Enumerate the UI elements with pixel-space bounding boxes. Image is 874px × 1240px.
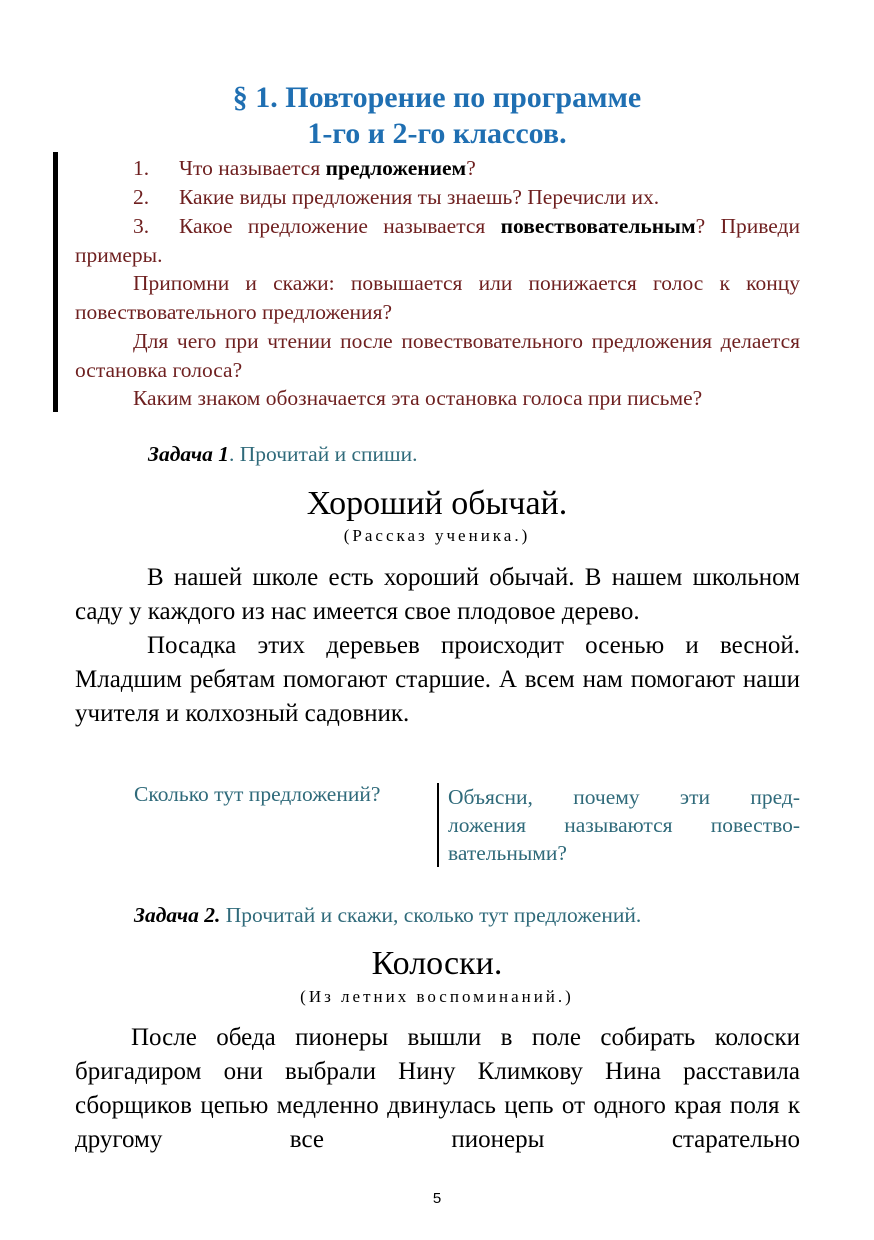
page-number: 5 — [432, 1190, 442, 1207]
section-title-line2: 1-го и 2-го классов. — [307, 117, 567, 150]
question-3 — [75, 212, 800, 270]
question-4: Припомни и скажи: повышается или понижается голос к концу повествовательного предложения? — [75, 271, 800, 324]
right-question-line-2: ложения называются повество- — [448, 813, 800, 837]
task-1-instruction: . Прочитай и спиши. — [228, 442, 418, 466]
story-1-text — [75, 561, 800, 731]
task-1-label: Задача 1 — [148, 442, 229, 466]
question-3-pre: Какое предложение называется — [179, 214, 501, 238]
task-1-heading — [148, 440, 417, 468]
story-2-text — [75, 1021, 800, 1157]
task-2-heading — [134, 901, 641, 929]
story-2-subtitle: (Из летних воспоминаний.) — [300, 987, 574, 1006]
question-divider — [437, 783, 439, 867]
story-2-paragraph: После обеда пионеры вышли в поле собирать колоски бригадиром они выбрали Нину Климкову Нина расставила сборщиков цепью медленно двинулась цепь от одного края поля к другому все пионеры старательно — [75, 1024, 800, 1153]
story-2-title: Колоски. — [371, 945, 503, 982]
question-block-bar — [53, 152, 58, 412]
question-6: Каким знаком обозначается эта остановка голоса при письме? — [133, 386, 703, 410]
question-1-number: 1. — [133, 156, 150, 180]
question-2-number: 2. — [133, 185, 150, 209]
question-3-number: 3. — [133, 214, 150, 238]
story-1-subtitle: (Рассказ ученика.) — [343, 526, 531, 545]
question-5: Для чего при чтении после повествовательного предложения делается остановка голоса? — [75, 329, 800, 382]
task-2-label: Задача 2. — [134, 903, 221, 927]
story-1-paragraph-2: Посадка этих деревьев происходит осенью и весной. Младшим ребятам помогают старшие. А всем нам помогают наши учителя и колхозный садовник. — [75, 632, 800, 727]
question-1-pre: Что называется — [179, 156, 326, 180]
question-2-text: Какие виды предложения ты знаешь? Перечисли их. — [179, 185, 660, 209]
left-question: Сколько тут предложений? — [134, 782, 381, 806]
question-1-post: ? — [466, 156, 476, 180]
right-question-line-3: вательными? — [448, 841, 567, 865]
question-3-post: ? Приведи примеры. — [75, 214, 800, 267]
question-1 — [75, 154, 800, 183]
section-title-line1: § 1. Повторение по программе — [232, 81, 642, 114]
question-1-bold: предложением — [325, 156, 467, 180]
question-2 — [75, 183, 800, 212]
story-1-paragraph-1: В нашей школе есть хороший обычай. В нашем школьном саду у каждого из нас имеется свое плодовое дерево. — [75, 564, 800, 625]
question-3-bold: повествовательным — [500, 214, 696, 238]
story-1-title: Хороший обычай. — [306, 485, 568, 522]
task-2-instruction: Прочитай и скажи, сколько тут предложений. — [220, 903, 642, 927]
right-question-line-1: Объясни, почему эти пред- — [448, 785, 800, 809]
